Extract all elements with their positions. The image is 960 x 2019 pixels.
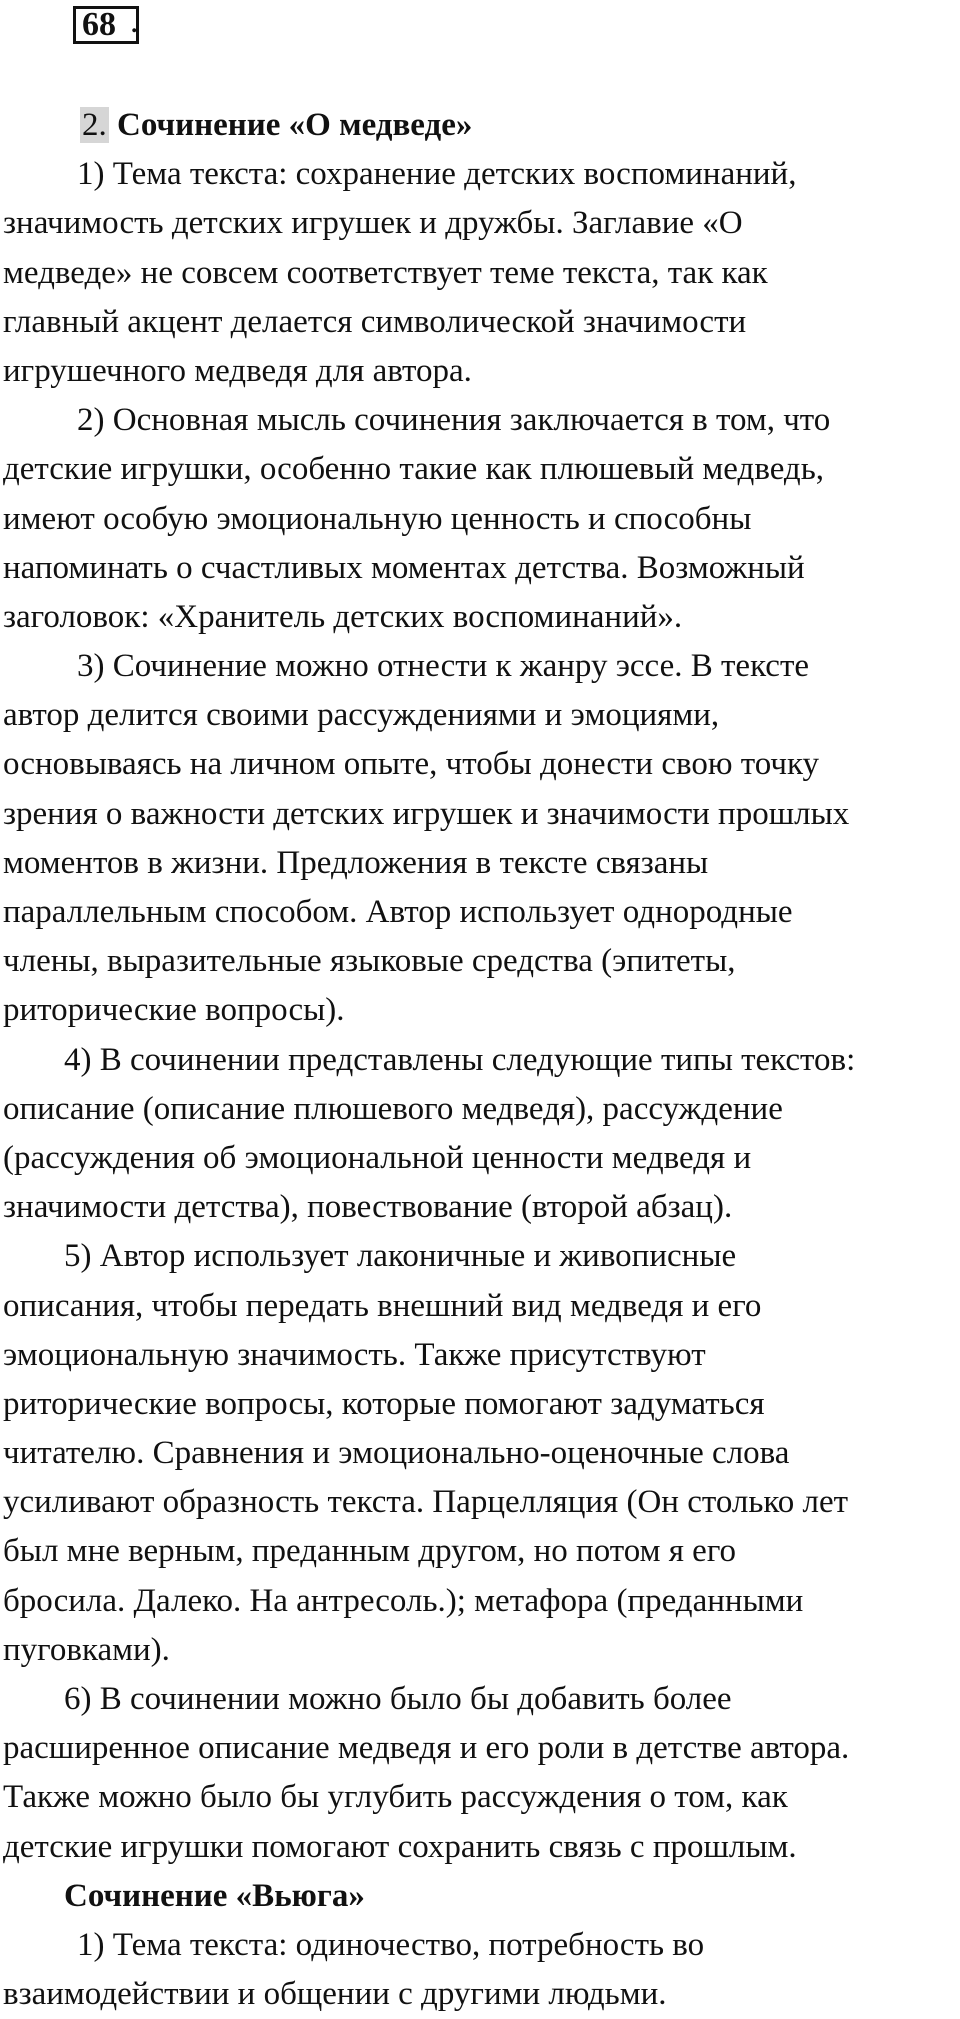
paragraph-line: медведе» не совсем соответствует теме текста, так как xyxy=(3,254,768,291)
paragraph-line: риторические вопросы, которые помогают задуматься xyxy=(3,1385,765,1422)
paragraph-line: (рассуждения об эмоциональной ценности медведя и xyxy=(3,1139,752,1176)
paragraph-line: усиливают образность текста. Парцелляция (Он столько лет xyxy=(3,1484,849,1521)
paragraph-line: главный акцент делается символической значимости xyxy=(3,303,747,340)
paragraph-line: моментов в жизни. Предложения в тексте связаны xyxy=(3,844,709,881)
paragraph-line: эмоциональную значимость. Также присутствуют xyxy=(3,1336,706,1373)
paragraph-line: параллельным способом. Автор использует однородные xyxy=(3,894,793,930)
paragraph-line: 2) Основная мысль сочинения заключается в том, что xyxy=(77,402,831,439)
task-heading xyxy=(3,101,958,150)
paragraph-line: описания, чтобы передать внешний вид медведя и его xyxy=(3,1287,762,1324)
paragraph-line: заголовок: «Хранитель детских воспоминаний». xyxy=(3,598,683,635)
paragraph-line: значимости детства), повествование (второй абзац). xyxy=(3,1189,733,1226)
task-title: Сочинение «О медведе» xyxy=(117,107,473,143)
paragraph-line: читателю. Сравнения и эмоционально-оценочные слова xyxy=(3,1435,790,1472)
paragraph-line: Также можно было бы углубить рассуждения о том, как xyxy=(3,1779,788,1816)
paragraph-line: описание (описание плюшевого медведя), рассуждение xyxy=(3,1090,783,1127)
paragraph-line: 3) Сочинение можно отнести к жанру эссе. В тексте xyxy=(77,648,810,685)
paragraph-line: 1) Тема текста: одиночество, потребность во xyxy=(77,1926,705,1963)
paragraph-line: имеют особую эмоциональную ценность и способны xyxy=(3,500,752,537)
page-number: 68 xyxy=(82,6,116,43)
section-heading: Сочинение «Вьюга» xyxy=(64,1877,365,1914)
task-number: 2. xyxy=(82,107,107,143)
paragraph-line: 1) Тема текста: сохранение детских воспоминаний, xyxy=(77,156,797,193)
paragraph-line: бросила. Далеко. На антресоль.); метафора (преданными xyxy=(3,1582,804,1619)
paragraph-line: игрушечного медведя для автора. xyxy=(3,352,472,389)
paragraph-line: напоминать о счастливых моментах детства. Возможный xyxy=(3,549,805,586)
page-number-dot: . xyxy=(130,3,139,40)
paragraph-line: 5) Автор использует лаконичные и живописные xyxy=(64,1238,737,1275)
paragraph-line: расширенное описание медведя и его роли в детстве автора. xyxy=(3,1730,850,1767)
paragraph-line: детские игрушки помогают сохранить связь с прошлым. xyxy=(3,1828,797,1865)
paragraph-line: автор делится своими рассуждениями и эмоциями, xyxy=(3,697,720,734)
paragraph-line: значимость детских игрушек и дружбы. Заглавие «О xyxy=(3,205,743,242)
paragraph-line: детские игрушки, особенно такие как плюшевый медведь, xyxy=(3,451,825,488)
paragraph-line: зрения о важности детских игрушек и значимости прошлых xyxy=(3,795,850,832)
paragraph-line: был мне верным, преданным другом, но потом я его xyxy=(3,1533,737,1570)
paragraph-line: риторические вопросы). xyxy=(3,992,345,1029)
paragraph-line: взаимодействии и общении с другими людьми. xyxy=(3,1976,667,2013)
paragraph-line: члены, выразительные языковые средства (эпитеты, xyxy=(3,943,736,980)
document-body xyxy=(3,101,958,2019)
paragraph-line: 6) В сочинении можно было бы добавить более xyxy=(64,1681,732,1717)
paragraph-line: 4) В сочинении представлены следующие типы текстов: xyxy=(64,1041,856,1078)
paragraph-line: пуговками). xyxy=(3,1631,170,1668)
paragraph-line: основываясь на личном опыте, чтобы донести свою точку xyxy=(3,746,820,783)
